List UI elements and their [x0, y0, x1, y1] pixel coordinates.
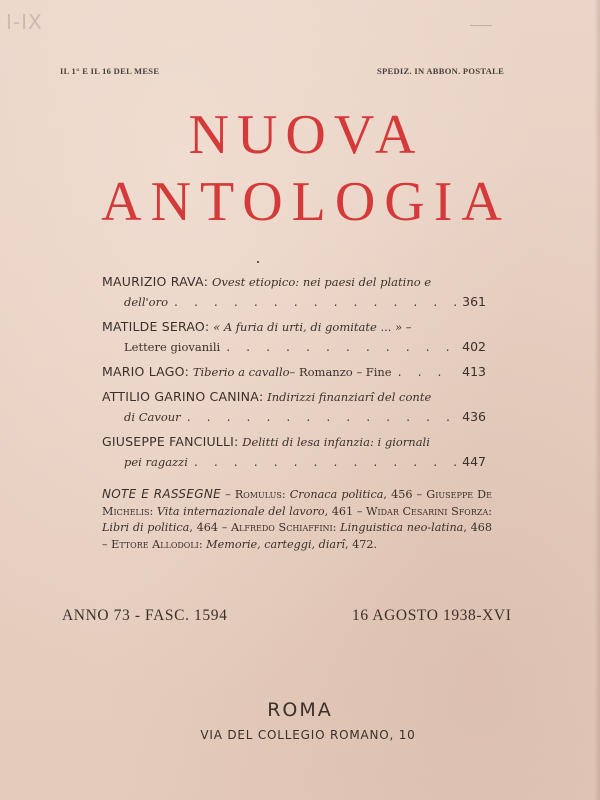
- issue-date: 16 AGOSTO 1938-XVI: [352, 607, 512, 624]
- toc-title-cont: dell'oro: [124, 295, 169, 309]
- toc-title-cont: di Cavour: [124, 410, 181, 424]
- toc-suffix: – Romanzo – Fine: [289, 365, 392, 379]
- toc-author: MATILDE SERAO: [102, 319, 205, 334]
- notes-title: Libri di politica: [102, 521, 190, 534]
- dot-leader: [187, 407, 456, 427]
- toc-page-number: 402: [462, 339, 486, 354]
- ornament-dot: [257, 261, 259, 263]
- toc-entry: MARIO LAGO : Tiberio a cavallo – Romanzo – Fine . . . 413: [102, 362, 486, 382]
- notes-author: Giuseppe De Michelis: [102, 488, 492, 518]
- pencil-annotation: I-IX: [6, 10, 43, 34]
- toc-entry: ATTILIO GARINO CANINA: Indirizzi finanziarî del conte di Cavour . . . 436: [102, 387, 486, 427]
- notes-author: Romulus: [234, 488, 282, 501]
- toc-title: « A furia di urti, di gomitate ... »: [213, 320, 403, 334]
- dot-leader: [398, 362, 456, 382]
- notes-page: 468: [470, 521, 492, 534]
- toc-page-number: 436: [462, 409, 486, 424]
- toc-author: GIUSEPPE FANCIULLI: [102, 434, 235, 449]
- notes-title: Cronaca politica: [289, 488, 384, 501]
- toc-title: Indirizzi finanziarî del conte: [267, 390, 432, 404]
- publication-frequency: IL 1° E IL 16 DEL MESE: [60, 66, 160, 76]
- volume-issue: ANNO 73 - FASC. 1594: [62, 607, 228, 624]
- toc-entry: MAURIZIO RAVA: Ovest etiopico: nei paesi del platino e dell'oro . . . 361: [102, 272, 486, 312]
- notes-page: 461: [331, 504, 354, 518]
- toc-entry: GIUSEPPE FANCIULLI: Delitti di lesa infanzia: i giornali pei ragazzi . . . 447: [102, 432, 486, 472]
- toc-page-number: 447: [462, 454, 486, 469]
- notes-author: Ettore Allodoli: [111, 537, 199, 551]
- toc-author: MAURIZIO RAVA: [102, 274, 204, 289]
- notes-page: 472: [352, 537, 374, 551]
- toc-page-number: 413: [462, 364, 486, 379]
- masthead-line-1: NUOVA: [188, 104, 424, 166]
- toc-suffix: –: [402, 320, 412, 334]
- notes-author: Widar Cesarini Sforza: [365, 504, 489, 518]
- toc-title: Tiberio a cavallo: [192, 365, 290, 379]
- publisher-city: ROMA: [267, 699, 333, 721]
- masthead-line-2: ANTOLOGIA: [101, 171, 511, 233]
- dot-leader: [226, 337, 456, 357]
- toc-title: Ovest etiopico: nei paesi del platino e: [211, 275, 432, 289]
- notes-page: 456: [391, 488, 413, 501]
- notes-heading: NOTE E RASSEGNE: [102, 487, 221, 501]
- toc-author: MARIO LAGO: [102, 364, 185, 379]
- toc-author: ATTILIO GARINO CANINA: [102, 389, 259, 404]
- publisher-address: VIA DEL COLLEGIO ROMANO, 10: [200, 728, 416, 742]
- notes-author: Alfredo Schiaffini: [231, 521, 333, 534]
- notes-title: Memorie, carteggi, diarî: [206, 537, 345, 551]
- toc-entry: MATILDE SERAO: « A furia di urti, di gomitate ... » – Lettere giovanili . . . 402: [102, 317, 486, 357]
- toc-title-cont: pei ragazzi: [124, 455, 188, 469]
- toc-title: Delitti di lesa infanzia: i giornali: [242, 435, 430, 449]
- dot-leader: [194, 452, 456, 472]
- postal-notice: SPEDIZ. IN ABBON. POSTALE: [377, 66, 505, 76]
- toc-title-cont: Lettere giovanili: [124, 340, 221, 354]
- notes-page: 464: [196, 521, 218, 534]
- toc-page-number: 361: [462, 294, 486, 309]
- notes-and-reviews: NOTE E RASSEGNE – Romulus: Cronaca politica, 456 – Giuseppe De Michelis: Vita internazionale del lavoro, 461 – Widar Cesarini Sforza: Libri di politica, 464 – Alfredo Schiaffini: Linguistica neo-latina, 468 – Ettore Allodoli: Memorie, carteggi, diarî, 472.: [102, 487, 493, 551]
- notes-title: Linguistica neo-latina: [340, 521, 464, 534]
- dot-leader: [174, 292, 456, 312]
- table-of-contents: [102, 272, 486, 477]
- notes-title: Vita internazionale del lavoro: [156, 504, 325, 518]
- pencil-dash: [470, 25, 492, 26]
